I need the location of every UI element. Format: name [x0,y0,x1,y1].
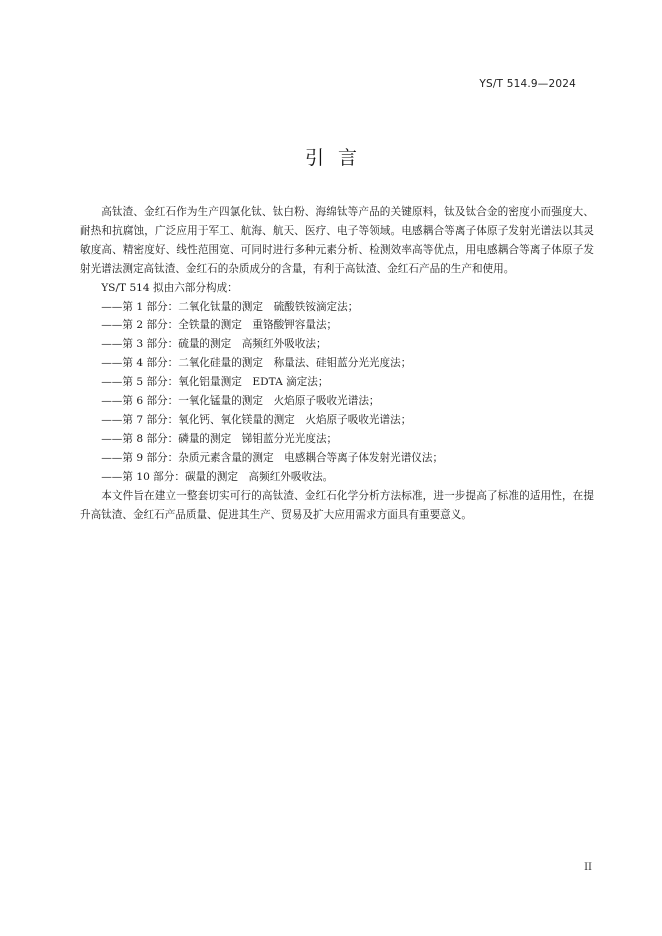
closing-paragraph: 本文件旨在建立一整套切实可行的高钛渣、金红石化学分析方法标准，进一步提高了标准的适用性，在提升高钛渣、金红石产品质量、促进其生产、贸易及扩大应用需求方面具有重要意义。 [80,489,594,521]
list-item: ——第 4 部分：二氧化硅量的测定 称量法、硅钼蓝分光光度法； [101,357,412,370]
list-item: ——第 9 部分：杂质元素含量的测定 电感耦合等离子体发射光谱仪法； [101,451,444,464]
list-item: ——第 5 部分：氧化铝量测定 EDTA 滴定法； [101,376,329,389]
list-item: ——第 1 部分：二氧化钛量的测定 硫酸铁铵滴定法； [101,300,359,313]
document-body [80,203,594,524]
list-item: ——第 8 部分：磷量的测定 锑钼蓝分光光度法； [101,432,338,445]
parts-list [80,298,594,487]
list-item: ——第 7 部分：氧化钙、氧化镁量的测定 火焰原子吸收光谱法； [101,413,412,426]
document-code: YS/T 514.9—2024 [479,78,576,90]
intro-paragraph: 高钛渣、金红石作为生产四氯化钛、钛白粉、海绵钛等产品的关键原料，钛及钛合金的密度小而强度大、耐热和抗腐蚀，广泛应用于军工、航海、航天、医疗、电子等领域。电感耦合等离子体原子发射光谱法以其灵敏度高、精密度好、线性范围宽、可同时进行多种元素分析、检测效率高等优点，用电感耦合等离子体原子发射光谱法测定高钛渣、金红石的杂质成分的含量，有利于高钛渣、金红石产品的生产和使用。 [80,206,594,275]
list-item: ——第 6 部分：一氧化锰量的测定 火焰原子吸收光谱法； [101,395,380,408]
list-item: ——第 3 部分：硫量的测定 高频红外吸收法； [101,338,327,351]
page-title: 引言 [304,147,371,169]
list-item: ——第 2 部分：全铁量的测定 重铬酸钾容量法； [101,319,338,332]
parts-intro: YS/T 514 拟由六部分构成： [101,281,238,294]
list-item: ——第 10 部分：碳量的测定 高频红外吸收法。 [101,470,334,483]
page-number: II [584,862,592,873]
